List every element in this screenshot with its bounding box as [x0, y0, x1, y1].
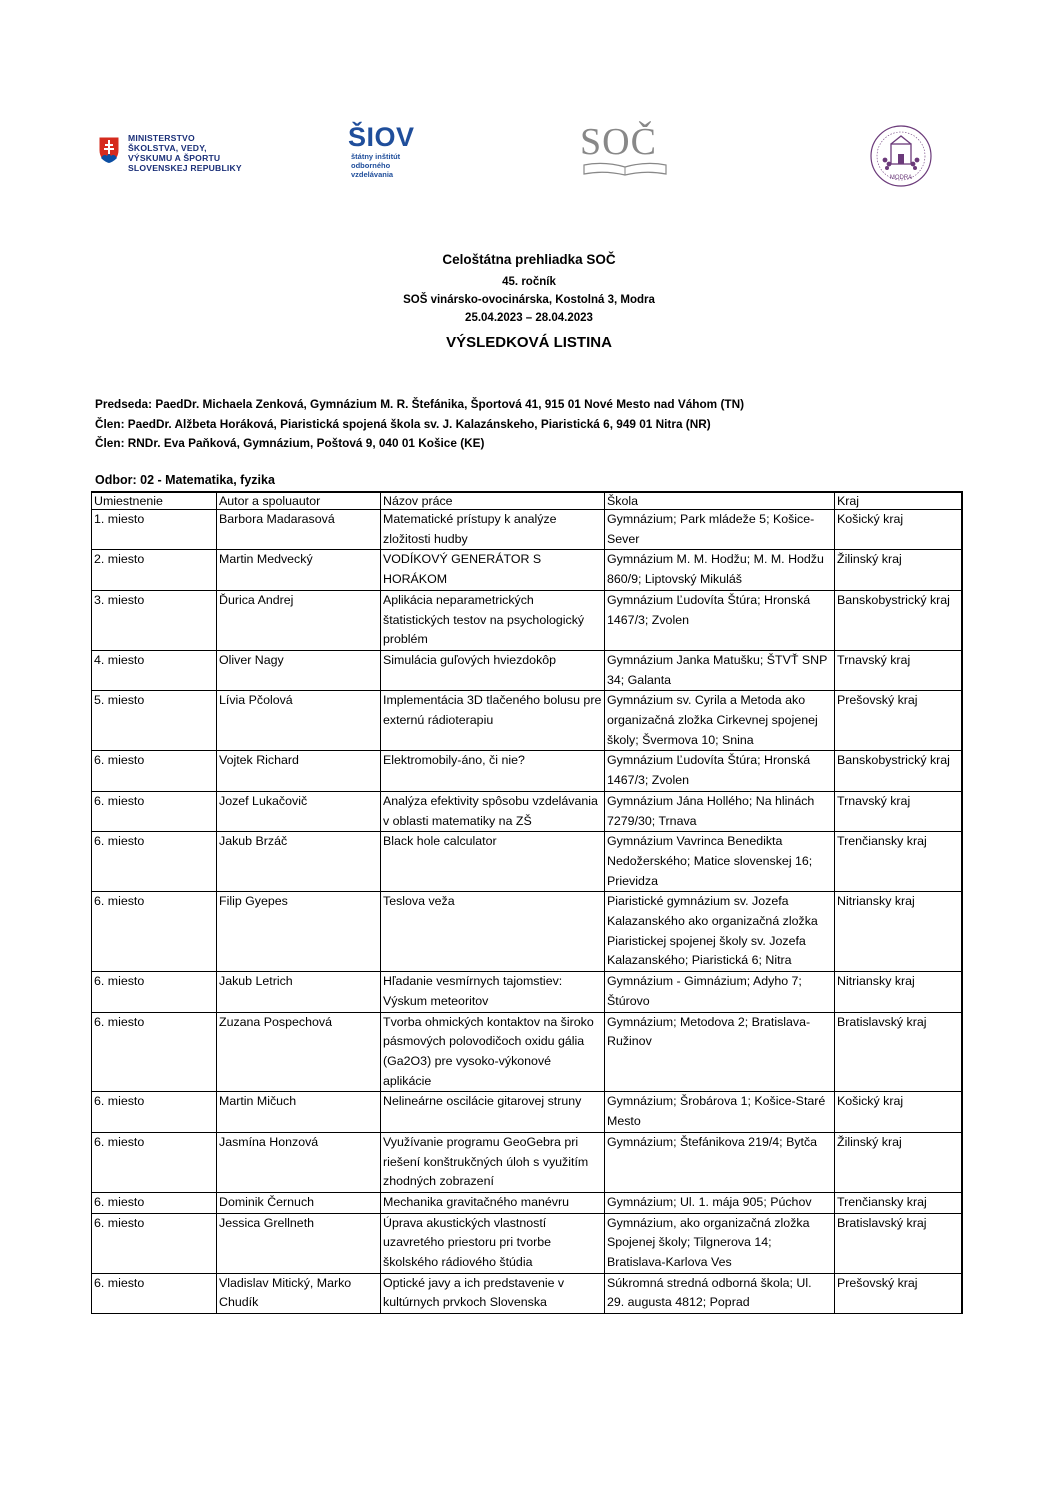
- edition: 45. ročník: [502, 276, 556, 288]
- cell-title: Elektromobily-áno, či nie?: [381, 751, 605, 791]
- table-row: [92, 1132, 962, 1192]
- committee-member: Člen: PaedDr. Alžbeta Horáková, Piaristická spojená škola sv. J. Kalazánskeho, Piaristická 6, 949 01 Nitra (NR): [95, 417, 711, 431]
- cell-school: Gymnázium; Štefánikova 219/4; Bytča: [605, 1132, 835, 1192]
- cell-title: Implementácia 3D tlačeného bolusu pre externú rádioterapiu: [381, 691, 605, 751]
- cell-placement: 2. miesto: [92, 550, 217, 590]
- cell-placement: 6. miesto: [92, 1012, 217, 1092]
- cell-region: Prešovský kraj: [835, 1273, 962, 1313]
- table-row: [92, 1092, 962, 1132]
- cell-author: Jasmína Honzová: [217, 1132, 381, 1192]
- cell-region: Banskobystrický kraj: [835, 751, 962, 791]
- table-row: [92, 1012, 962, 1092]
- cell-region: Trenčiansky kraj: [835, 1192, 962, 1213]
- cell-placement: 6. miesto: [92, 892, 217, 972]
- soc-logo: [580, 122, 670, 174]
- cell-placement: 6. miesto: [92, 1092, 217, 1132]
- cell-school: Gymnázium; Šrobárova 1; Košice-Staré Mesto: [605, 1092, 835, 1132]
- cell-title: VODÍKOVÝ GENERÁTOR S HORÁKOM: [381, 550, 605, 590]
- cell-title: Využívanie programu GeoGebra pri riešení konštrukčných úloh s využitím zhodných zobrazení: [381, 1132, 605, 1192]
- cell-title: Black hole calculator: [381, 832, 605, 892]
- table-row: [92, 650, 962, 690]
- cell-author: Oliver Nagy: [217, 650, 381, 690]
- ministry-logo: [98, 133, 258, 179]
- cell-region: Košický kraj: [835, 510, 962, 550]
- open-book-icon: [580, 162, 670, 176]
- cell-title: Úprava akustických vlastností uzavretého priestoru pri tvorbe školského rádiového štúdia: [381, 1213, 605, 1273]
- cell-region: Trenčiansky kraj: [835, 832, 962, 892]
- cell-title: Simulácia guľových hviezdokôp: [381, 650, 605, 690]
- cell-school: Súkromná stredná odborná škola; Ul. 29. augusta 4812; Poprad: [605, 1273, 835, 1313]
- cell-school: Gymnázium - Gimnázium; Adyho 7; Štúrovo: [605, 972, 835, 1012]
- cell-author: Barbora Madarasová: [217, 510, 381, 550]
- cell-region: Nitriansky kraj: [835, 892, 962, 972]
- table-row: [92, 691, 962, 751]
- header-title: Názov práce: [381, 492, 605, 510]
- cell-title: Hľadanie vesmírnych tajomstiev: Výskum meteoritov: [381, 972, 605, 1012]
- cell-title: Teslova veža: [381, 892, 605, 972]
- cell-school: Gymnázium Vavrinca Benedikta Nedožerského; Matice slovenskej 16; Prievidza: [605, 832, 835, 892]
- cell-author: Vladislav Mitický, Marko Chudík: [217, 1273, 381, 1313]
- table-row: [92, 1273, 962, 1313]
- cell-region: Košický kraj: [835, 1092, 962, 1132]
- table-row: [92, 590, 962, 650]
- cell-region: Žilinský kraj: [835, 550, 962, 590]
- cell-region: Trnavský kraj: [835, 791, 962, 831]
- results-table: [91, 491, 963, 1314]
- cell-school: Gymnázium; Ul. 1. mája 905; Púchov: [605, 1192, 835, 1213]
- cell-author: Dominik Černuch: [217, 1192, 381, 1213]
- cell-placement: 3. miesto: [92, 590, 217, 650]
- table-row: [92, 751, 962, 791]
- cell-placement: 6. miesto: [92, 832, 217, 892]
- siov-subtitle: štátny inštitút odborného vzdelávania: [351, 152, 401, 179]
- cell-author: Ďurica Andrej: [217, 590, 381, 650]
- cell-placement: 6. miesto: [92, 791, 217, 831]
- table-row: [92, 972, 962, 1012]
- cell-region: Banskobystrický kraj: [835, 590, 962, 650]
- cell-school: Gymnázium M. M. Hodžu; M. M. Hodžu 860/9; Liptovský Mikuláš: [605, 550, 835, 590]
- cell-placement: 4. miesto: [92, 650, 217, 690]
- table-row: [92, 791, 962, 831]
- header-author: Autor a spoluautor: [217, 492, 381, 510]
- committee-chair: Predseda: PaedDr. Michaela Zenková, Gymnázium M. R. Štefánika, Športová 41, 915 01 Nové Mesto nad Váhom (TN): [95, 397, 745, 411]
- grape-seal-icon: [869, 124, 933, 188]
- cell-title: Tvorba ohmických kontaktov na široko pásmových polovodičoch oxidu gália (Ga2O3) pre vysoko-výkonové aplikácie: [381, 1012, 605, 1092]
- cell-region: Prešovský kraj: [835, 691, 962, 751]
- committee-member: Člen: RNDr. Eva Paňková, Gymnázium, Poštová 9, 040 01 Košice (KE): [95, 436, 485, 450]
- cell-title: Matematické prístupy k analýze zložitosti hudby: [381, 510, 605, 550]
- venue: SOŠ vinársko-ovocinárska, Kostolná 3, Modra: [403, 294, 655, 306]
- header-school: Škola: [605, 492, 835, 510]
- cell-placement: 6. miesto: [92, 1213, 217, 1273]
- ministry-name: MINISTERSTVO ŠKOLSTVA, VEDY, VÝSKUMU A ŠPORTU SLOVENSKEJ REPUBLIKY: [128, 133, 242, 173]
- cell-school: Gymnázium, ako organizačná zložka Spojenej školy; Tilgnerova 14; Bratislava-Karlova Ves: [605, 1213, 835, 1273]
- cell-school: Gymnázium Ľudovíta Štúra; Hronská 1467/3; Zvolen: [605, 751, 835, 791]
- table-row: [92, 892, 962, 972]
- table-row: [92, 1192, 962, 1213]
- cell-title: Aplikácia neparametrických štatistických testov na psychologický problém: [381, 590, 605, 650]
- cell-author: Lívia Pčolová: [217, 691, 381, 751]
- slovak-crest-icon: [98, 136, 120, 164]
- siov-logo: [348, 122, 428, 182]
- cell-region: Žilinský kraj: [835, 1132, 962, 1192]
- cell-school: Gymnázium; Park mládeže 5; Košice-Sever: [605, 510, 835, 550]
- cell-school: Gymnázium Jána Hollého; Na hlinách 7279/30; Trnava: [605, 791, 835, 831]
- cell-author: Jakub Brzáč: [217, 832, 381, 892]
- cell-school: Gymnázium Janka Matušku; ŠTVŤ SNP 34; Galanta: [605, 650, 835, 690]
- cell-title: Analýza efektivity spôsobu vzdelávania v oblasti matematiky na ZŠ: [381, 791, 605, 831]
- cell-placement: 6. miesto: [92, 1132, 217, 1192]
- cell-region: Bratislavský kraj: [835, 1213, 962, 1273]
- cell-region: Nitriansky kraj: [835, 972, 962, 1012]
- cell-placement: 6. miesto: [92, 751, 217, 791]
- siov-name: ŠIOV: [348, 122, 415, 152]
- cell-author: Zuzana Pospechová: [217, 1012, 381, 1092]
- table-row: [92, 1213, 962, 1273]
- cell-author: Martin Mičuch: [217, 1092, 381, 1132]
- cell-placement: 6. miesto: [92, 1192, 217, 1213]
- cell-title: Mechanika gravitačného manévru: [381, 1192, 605, 1213]
- cell-school: Gymnázium; Metodova 2; Bratislava-Ružinov: [605, 1012, 835, 1092]
- cell-author: Vojtek Richard: [217, 751, 381, 791]
- cell-placement: 1. miesto: [92, 510, 217, 550]
- table-row: [92, 832, 962, 892]
- table-row: [92, 550, 962, 590]
- school-seal-logo: [869, 124, 933, 188]
- event-dates: 25.04.2023 – 28.04.2023: [465, 312, 593, 324]
- cell-school: Gymnázium sv. Cyrila a Metoda ako organizačná zložka Cirkevnej spojenej školy; Švermova 10; Snina: [605, 691, 835, 751]
- table-row: [92, 510, 962, 550]
- cell-author: Jozef Lukačovič: [217, 791, 381, 831]
- cell-author: Jessica Grellneth: [217, 1213, 381, 1273]
- table-header-row: [92, 492, 962, 510]
- event-title: Celoštátna prehliadka SOČ: [442, 252, 616, 267]
- cell-author: Jakub Letrich: [217, 972, 381, 1012]
- seal-text: MODRA: [889, 175, 913, 181]
- soc-name: SOČ: [580, 121, 657, 163]
- cell-title: Nelineárne oscilácie gitarovej struny: [381, 1092, 605, 1132]
- document-title: VÝSLEDKOVÁ LISTINA: [446, 334, 612, 351]
- field-heading: Odbor: 02 - Matematika, fyzika: [95, 473, 275, 487]
- cell-placement: 5. miesto: [92, 691, 217, 751]
- cell-author: Martin Medvecký: [217, 550, 381, 590]
- header-region: Kraj: [835, 492, 962, 510]
- cell-region: Bratislavský kraj: [835, 1012, 962, 1092]
- cell-school: Piaristické gymnázium sv. Jozefa Kalazanského ako organizačná zložka Piaristickej spojenej školy sv. Jozefa Kalazanského; Piaristická 6; Nitra: [605, 892, 835, 972]
- cell-region: Trnavský kraj: [835, 650, 962, 690]
- cell-placement: 6. miesto: [92, 972, 217, 1012]
- cell-author: Filip Gyepes: [217, 892, 381, 972]
- cell-placement: 6. miesto: [92, 1273, 217, 1313]
- cell-title: Optické javy a ich predstavenie v kultúrnych prvkoch Slovenska: [381, 1273, 605, 1313]
- header-placement: Umiestnenie: [92, 492, 217, 510]
- cell-school: Gymnázium Ľudovíta Štúra; Hronská 1467/3; Zvolen: [605, 590, 835, 650]
